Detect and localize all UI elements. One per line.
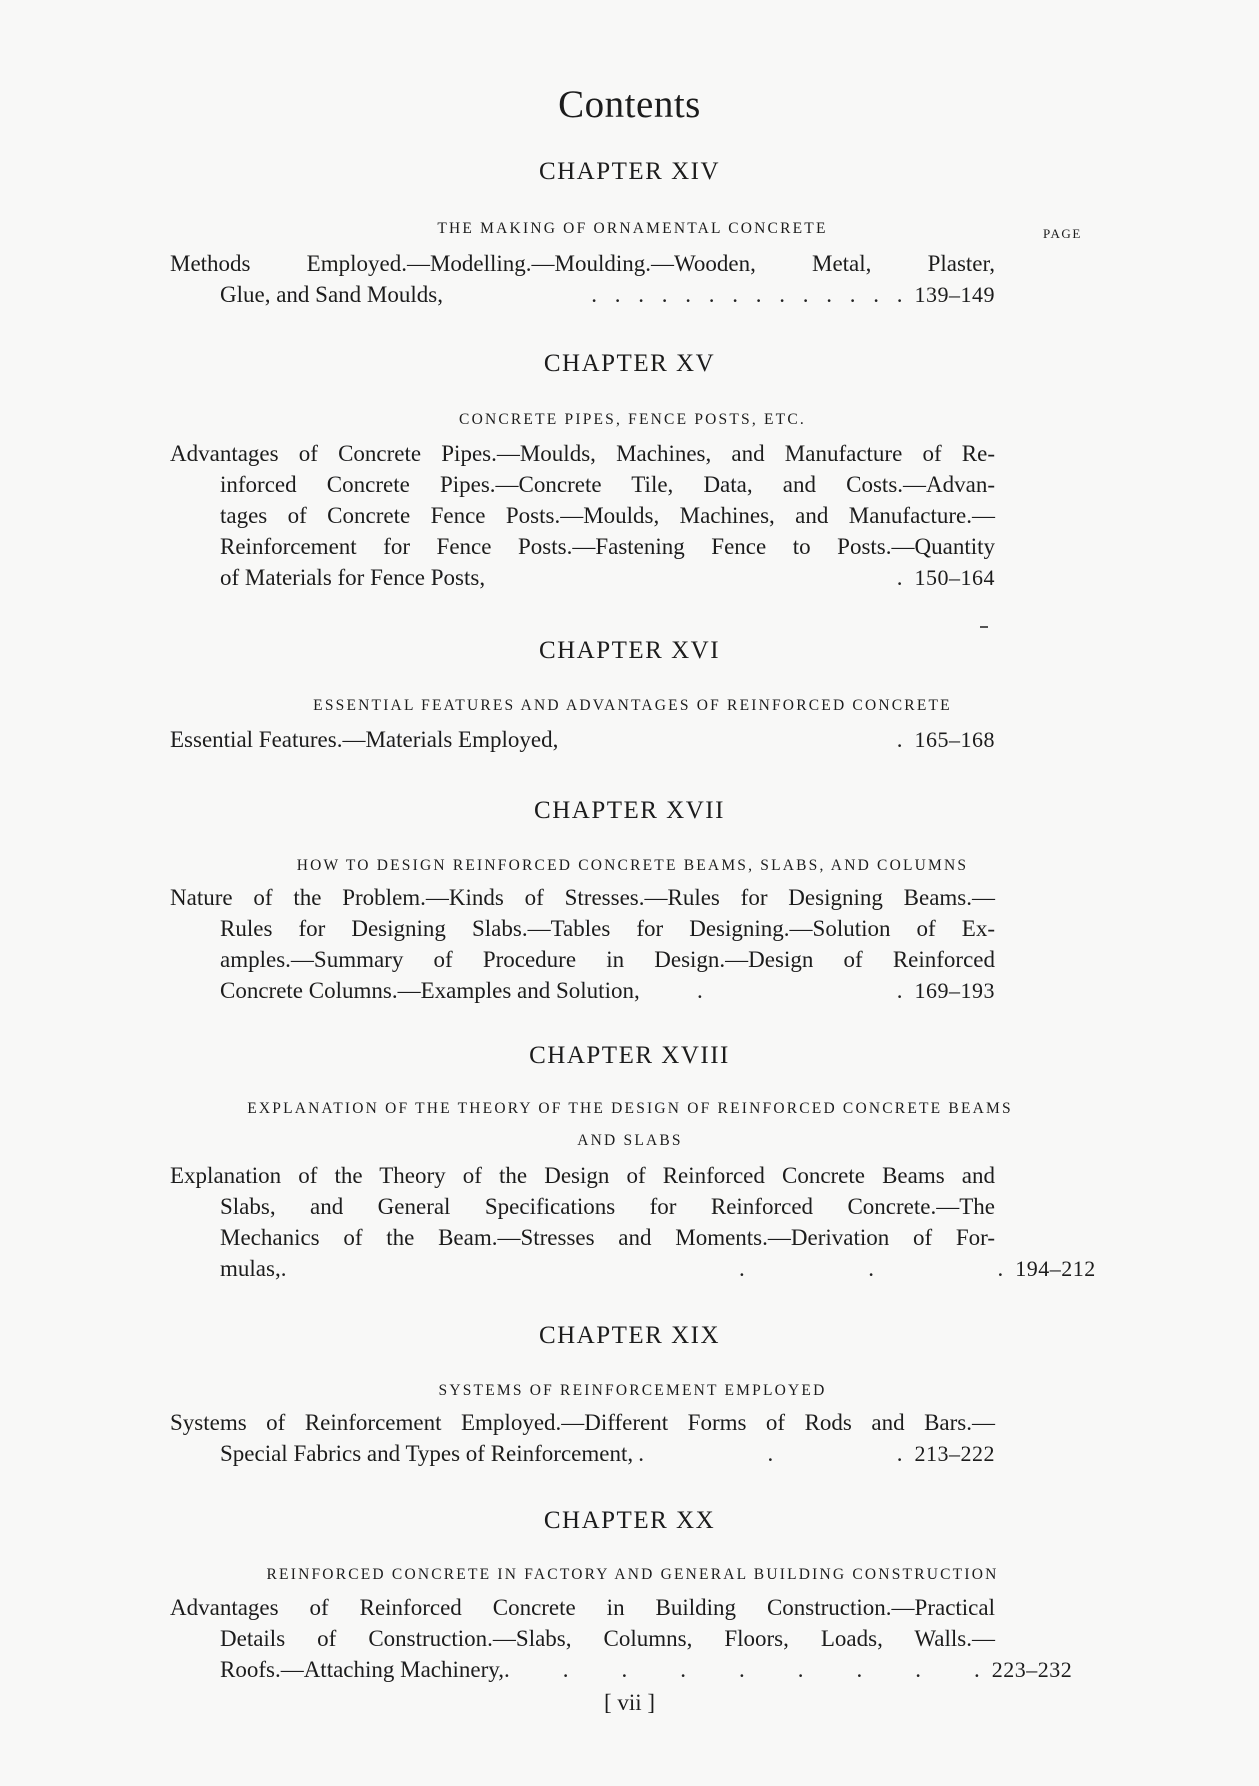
chapter-subtitle: HOW TO DESIGN REINFORCED CONCRETE BEAMS, SLABS, AND COLUMNS xyxy=(296,857,969,874)
entry-line: Details of Construction.—Slabs, Columns, Floors, Loads, Walls.— xyxy=(220,1626,995,1651)
entry-line: Rules for Designing Slabs.—Tables for Designing.—Solution of Ex- xyxy=(220,916,995,941)
chapter-subtitle: ESSENTIAL FEATURES AND ADVANTAGES OF REINFORCED CONCRETE xyxy=(313,697,952,714)
chapter-subtitle: CONCRETE PIPES, FENCE POSTS, ETC. xyxy=(459,411,806,428)
chapter-heading: CHAPTER XIV xyxy=(538,158,721,185)
chapter-entry xyxy=(170,1592,1073,1685)
entry-line: mulas, xyxy=(220,1256,281,1281)
entry-line: Reinforcement for Fence Posts.—Fastening Fence to Posts.—Quantity xyxy=(220,534,995,559)
chapter-heading: CHAPTER XIX xyxy=(538,1322,721,1349)
entry-last-line xyxy=(220,562,995,593)
chapter-heading: CHAPTER XVI xyxy=(538,637,721,664)
dot-leader: . . . . xyxy=(280,1256,1010,1281)
entry-line: tages of Concrete Fence Posts.—Moulds, Machines, and Manufacture.— xyxy=(220,503,995,528)
entry-last-line xyxy=(220,1438,995,1469)
chapter-subtitle: THE MAKING OF ORNAMENTAL CONCRETE xyxy=(437,220,828,237)
chapter-subtitle: SYSTEMS OF REINFORCEMENT EMPLOYED xyxy=(438,1382,827,1399)
entry-line: Mechanics of the Beam.—Stresses and Moments.—Derivation of For- xyxy=(220,1225,995,1250)
dot-leader: . xyxy=(896,727,909,752)
dot-leader: . . . xyxy=(638,1441,909,1466)
entry-line: Advantages of Concrete Pipes.—Moulds, Machines, and Manufacture of Re- xyxy=(170,441,995,466)
entry-line: Methods Employed.—Modelling.—Moulding.—Wooden, Metal, Plaster, xyxy=(170,251,995,276)
page-range: 165–168 xyxy=(914,727,995,752)
dot-leader: . . . . . . . . . . . . . . xyxy=(591,282,909,307)
page-range: 169–193 xyxy=(914,978,995,1003)
chapter-entry xyxy=(170,438,995,593)
entry-last-line xyxy=(220,975,995,1006)
entry-line: Essential Features.—Materials Employed, xyxy=(170,727,559,752)
entry-line: amples.—Summary of Procedure in Design.—Design of Reinforced xyxy=(220,947,995,972)
chapter-subtitle-line: EXPLANATION OF THE THEORY OF THE DESIGN OF REINFORCED CONCRETE BEAMS xyxy=(247,1100,1013,1117)
dot-leader: . . . . . . . . . xyxy=(504,1657,986,1682)
entry-line: inforced Concrete Pipes.—Concrete Tile, Data, and Costs.—Advan- xyxy=(220,472,995,497)
chapter-entry xyxy=(170,724,995,755)
print-mark xyxy=(980,626,988,628)
entry-line: Roofs.—Attaching Machinery, xyxy=(220,1657,505,1682)
chapter-entry xyxy=(170,1407,995,1469)
chapter-subtitle-line: AND SLABS xyxy=(577,1132,683,1149)
page-range: 223–232 xyxy=(991,1657,1073,1682)
page-title: Contents xyxy=(558,83,701,126)
entry-last-line xyxy=(220,1253,1096,1284)
chapter-subtitle xyxy=(160,1093,1100,1157)
entry-last-line xyxy=(220,1654,1073,1685)
chapter-entry xyxy=(170,1160,1096,1284)
chapter-heading: CHAPTER XVIII xyxy=(529,1042,730,1069)
page-range: 213–222 xyxy=(914,1441,995,1466)
entry-line: Slabs, and General Specifications for Reinforced Concrete.—The xyxy=(220,1194,995,1219)
entry-line: Systems of Reinforcement Employed.—Different Forms of Rods and Bars.— xyxy=(170,1410,995,1435)
dot-leader: . . xyxy=(697,978,909,1003)
entry-last-line xyxy=(220,279,995,310)
page-range: 194–212 xyxy=(1015,1256,1096,1281)
chapter-heading: CHAPTER XVII xyxy=(534,797,725,824)
page-column-label: PAGE xyxy=(1043,226,1082,241)
entry-line: Nature of the Problem.—Kinds of Stresses.—Rules for Designing Beams.— xyxy=(170,885,995,910)
chapter-entry xyxy=(170,248,995,310)
page-range: 139–149 xyxy=(914,282,995,307)
entry-line: Explanation of the Theory of the Design of Reinforced Concrete Beams and xyxy=(170,1163,995,1188)
entry-line: Advantages of Reinforced Concrete in Building Construction.—Practical xyxy=(170,1595,995,1620)
page-range: 150–164 xyxy=(914,565,995,590)
chapter-heading: CHAPTER XX xyxy=(543,1507,716,1534)
entry-line: Glue, and Sand Moulds, xyxy=(220,282,443,307)
chapter-subtitle: REINFORCED CONCRETE IN FACTORY AND GENERAL BUILDING CONSTRUCTION xyxy=(266,1566,999,1583)
chapter-entry xyxy=(170,882,995,1006)
entry-line: Special Fabrics and Types of Reinforcement, xyxy=(220,1441,634,1466)
entry-last-line xyxy=(170,724,995,755)
entry-line: of Materials for Fence Posts, xyxy=(220,565,486,590)
dot-leader: . xyxy=(896,565,909,590)
chapter-heading: CHAPTER XV xyxy=(543,350,716,377)
entry-line: Concrete Columns.—Examples and Solution, xyxy=(220,978,640,1003)
page-number: [ vii ] xyxy=(603,1690,656,1715)
